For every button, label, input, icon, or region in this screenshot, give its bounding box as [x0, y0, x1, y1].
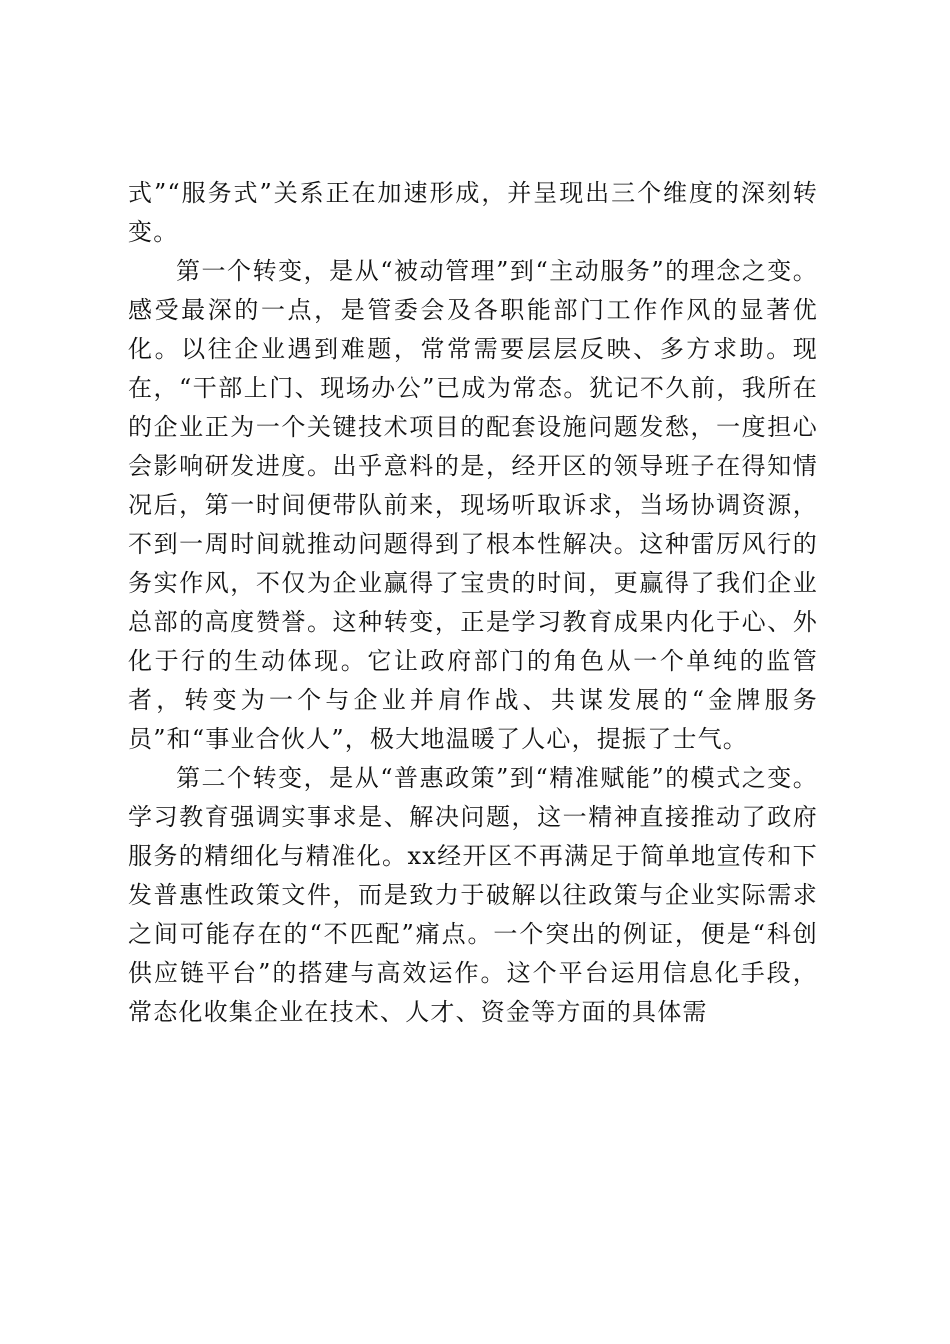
- document-page: [128, 174, 818, 1032]
- paragraph-second-transformation: 第二个转变，是从“普惠政策”到“精准赋能”的模式之变。学习教育强调实事求是、解决问题，这一精神直接推动了政府服务的精细化与精准化。xx经开区不再满足于简单地宣传和下发普惠性政策文件，而是致力于破解以往政策与企业实际需求之间可能存在的“不匹配”痛点。一个突出的例证，便是“科创供应链平台”的搭建与高效运作。这个平台运用信息化手段，常态化收集企业在技术、人才、资金等方面的具体需: [128, 764, 818, 1026]
- paragraph-continuation: 式”“服务式”关系正在加速形成，并呈现出三个维度的深刻转变。: [128, 179, 818, 246]
- paragraph-first-transformation: 第一个转变，是从“被动管理”到“主动服务”的理念之变。感受最深的一点，是管委会及各职能部门工作作风的显著优化。以往企业遇到难题，常常需要层层反映、多方求助。现在，“干部上门、现场办公”已成为常态。犹记不久前，我所在的企业正为一个关键技术项目的配套设施问题发愁，一度担心会影响研发进度。出乎意料的是，经开区的领导班子在得知情况后，第一时间便带队前来，现场听取诉求，当场协调资源，不到一周时间就推动问题得到了根本性解决。这种雷厉风行的务实作风，不仅为企业赢得了宝贵的时间，更赢得了我们企业总部的高度赞誉。这种转变，正是学习教育成果内化于心、外化于行的生动体现。它让政府部门的角色从一个单纯的监管者，转变为一个与企业并肩作战、共谋发展的“金牌服务员”和“事业合伙人”，极大地温暖了人心，提振了士气。: [128, 257, 818, 753]
